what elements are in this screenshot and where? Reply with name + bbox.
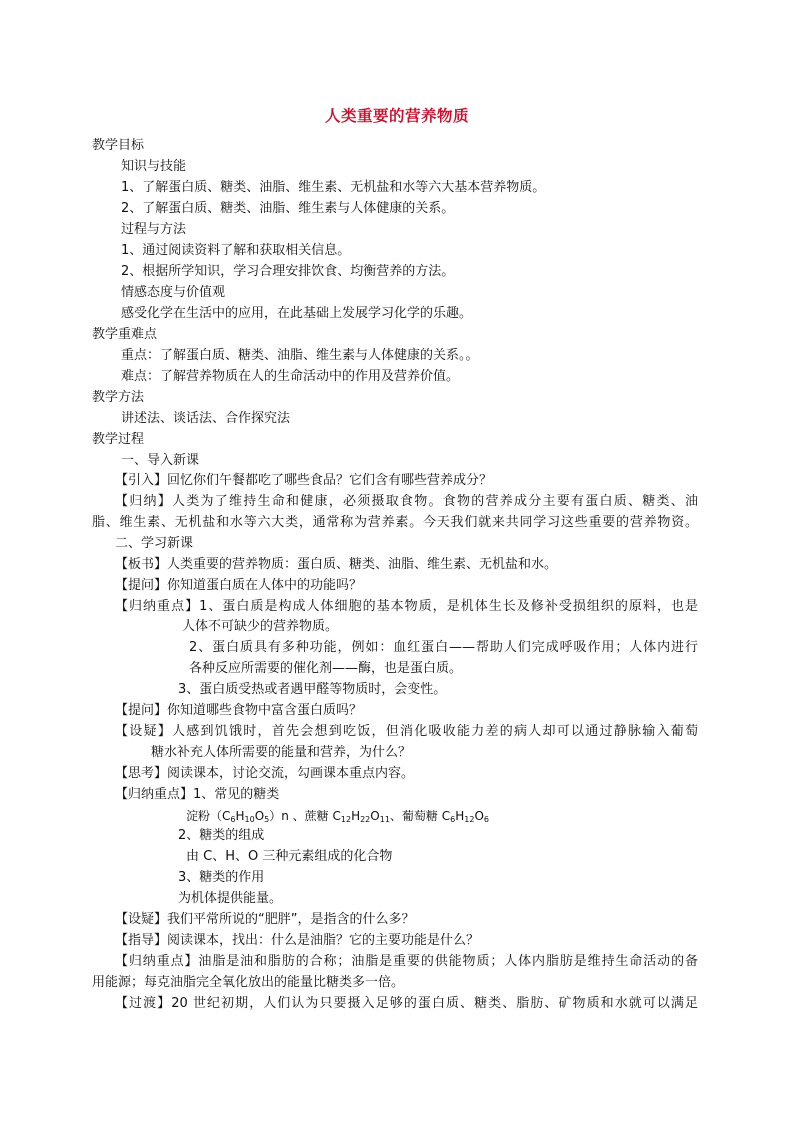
protein-point-2-line-1: 2、蛋白质具有多种功能，例如：血红蛋白——帮助人们完成呼吸作用；人体内进行 <box>189 640 698 655</box>
key-point: 重点：了解蛋白质、糖类、油脂、维生素与人体健康的关系。。 <box>121 348 479 363</box>
sugar-formulas: 淀粉$(C_6H_{10}O_5)n$ 、蔗糖 $C_{12}H_{22}O_{11}$、葡萄糖 $C_6H_{12}O_6$ <box>186 809 489 824</box>
subheading-process: 过程与方法 <box>121 222 187 237</box>
part-heading-2: 二、学习新课 <box>115 536 194 551</box>
guide-paragraph: 【指导】阅读课本，找出：什么是油脂？它的主要功能是什么？ <box>115 933 480 948</box>
sugar-point-1: 【归纳重点】1、常见的糖类 <box>115 787 280 802</box>
summary-line-1: 【归纳】人类为了维持生命和健康，必须摄取食物。食物的营养成分主要有蛋白质、糖类、油 <box>115 494 698 509</box>
subheading-emotion: 情感态度与价值观 <box>121 285 226 300</box>
section-heading-process: 教学过程 <box>92 432 145 447</box>
difficult-point: 难点：了解营养物质在人的生命活动中的作用及营养价值。 <box>121 369 460 384</box>
protein-point-2-line-2: 各种反应所需要的催化剂——酶，也是蛋白质。 <box>189 661 463 676</box>
think-paragraph: 【思考】阅读课本，讨论交流，勾画课本重点内容。 <box>115 766 415 781</box>
doubt-1-line-2: 糖水补充人体所需要的能量和营养，为什么？ <box>151 745 412 760</box>
knowledge-item-2: 2、了解蛋白质、糖类、油脂、维生素与人体健康的关系。 <box>121 201 455 216</box>
section-heading-keypoints: 教学重难点 <box>92 327 158 342</box>
sugar-point-2: 2、糖类的组成 <box>178 828 265 843</box>
protein-point-3: 3、蛋白质受热或者遇甲醛等物质时，会变性。 <box>178 682 447 697</box>
fat-point-line-1: 【归纳重点】油脂是油和脂肪的合称；油脂是重要的供能物质；人体内脂肪是维持生命活动的备 <box>115 954 698 969</box>
board-paragraph: 【板书】人类重要的营养物质：蛋白质、糖类、油脂、维生素、无机盐和水。 <box>115 557 558 572</box>
doubt-2: 【设疑】我们平常所说的“肥胖”，是指含的什么多？ <box>115 912 415 927</box>
sugar-point-3: 3、糖类的作用 <box>178 870 265 885</box>
method-text: 讲述法、谈话法、合作探究法 <box>121 411 291 426</box>
part-heading-1: 一、导入新课 <box>121 453 200 468</box>
summary-line-2: 脂、维生素、无机盐和水等六大类，通常称为营养素。今天我们就来共同学习这些重要的营养物资。 <box>92 515 698 530</box>
sugar-point-2-text: 由 C、H、O 三种元素组成的化合物 <box>186 849 393 864</box>
process-item-1: 1、通过阅读资料了解和获取相关信息。 <box>121 243 351 258</box>
section-heading-goals: 教学目标 <box>92 138 145 153</box>
fat-point-line-2: 用能源；每克油脂完全氧化放出的能量比糖类多一倍。 <box>92 975 405 990</box>
protein-point-1-line-2: 人体不可缺少的营养物质。 <box>182 619 339 634</box>
protein-point-1-line-1: 【归纳重点】1、蛋白质是构成人体细胞的基本物质，是机体生长及修补受损组织的原料，也是 <box>115 599 698 614</box>
question-1: 【提问】你知道蛋白质在人体中的功能吗？ <box>115 578 363 593</box>
transition-paragraph: 【过渡】20 世纪初期，人们认为只要摄入足够的蛋白质、糖类、脂肪、矿物质和水就可以满足 <box>115 996 698 1011</box>
page-title: 人类重要的营养物质 <box>324 107 469 125</box>
intro-paragraph: 【引入】回忆你们午餐都吃了哪些食品？它们含有哪些营养成分？ <box>115 473 493 488</box>
emotion-item-1: 感受化学在生活中的应用，在此基础上发展学习化学的乐趣。 <box>121 306 473 321</box>
sugar-point-3-text: 为机体提供能量。 <box>178 891 283 906</box>
doubt-1-line-1: 【设疑】人感到饥饿时，首先会想到吃饭，但消化吸收能力差的病人却可以通过静脉输入葡萄 <box>115 724 698 739</box>
section-heading-method: 教学方法 <box>92 390 145 405</box>
process-item-2: 2、根据所学知识，学习合理安排饮食、均衡营养的方法。 <box>121 264 455 279</box>
subheading-knowledge: 知识与技能 <box>121 159 187 174</box>
question-2: 【提问】你知道哪些食物中富含蛋白质吗？ <box>115 703 363 718</box>
knowledge-item-1: 1、了解蛋白质、糖类、油脂、维生素、无机盐和水等六大基本营养物质。 <box>121 180 546 195</box>
